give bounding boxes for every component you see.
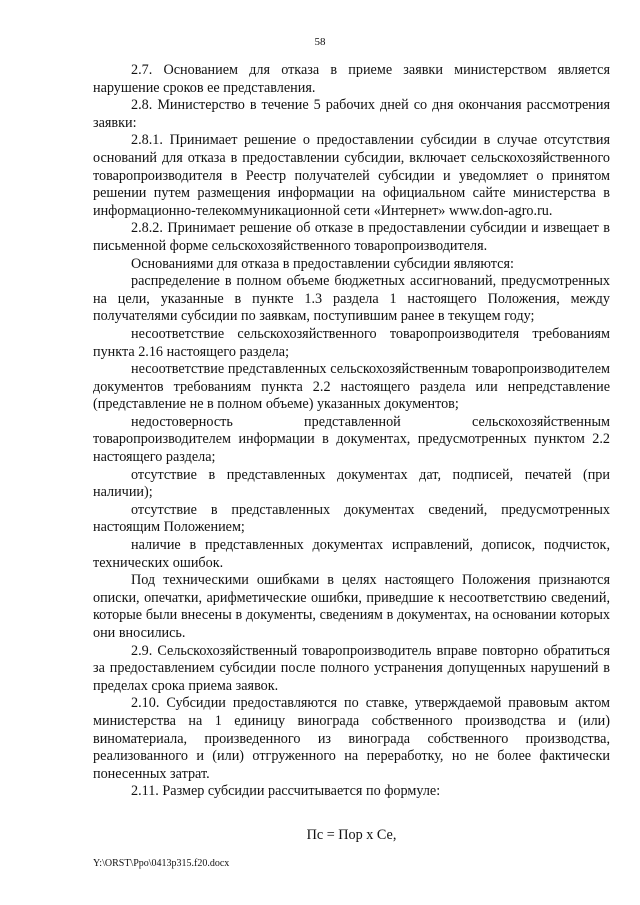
- page-number: 58: [314, 36, 326, 48]
- paragraph-ground-requirements: несоответствие сельскохозяйственного товаропроизводителя требованиям пункта 2.16 настоящего раздела;: [93, 325, 610, 360]
- paragraph-2-9: 2.9. Сельскохозяйственный товаропроизводитель вправе повторно обратиться за предоставлением субсидии после полного устранения допущенных нарушений в пределах срока приема заявок.: [93, 642, 610, 694]
- paragraph-2-8: 2.8. Министерство в течение 5 рабочих дней со дня окончания рассмотрения заявки:: [93, 97, 610, 131]
- paragraph-ground-documents: несоответствие представленных сельскохозяйственным товаропроизводителем документов требованиям пункта 2.2 настоящего раздела или непредставление (представление не в полном объеме) указанных документов;: [93, 361, 610, 413]
- footer-file-path: Y:\ORST\Ppo\0413p315.f20.docx: [93, 858, 230, 869]
- document-body: [93, 62, 610, 845]
- paragraph-2-10: 2.10. Субсидии предоставляются по ставке, утверждаемой правовым актом министерства на 1 единицу винограда собственного производства и (или) виноматериала, произведенного из винограда собственного производства, реализованного и (или) отгруженного на переработку, но не более фактически понесенных затрат.: [93, 695, 610, 782]
- subsidy-formula: Пс = Пор х Се,: [306, 826, 397, 843]
- paragraph-ground-budget: распределение в полном объеме бюджетных ассигнований, предусмотренных на цели, указанные в пункте 1.3 раздела 1 настоящего Положения, между получателями субсидии по заявкам, поступившим ранее в текущем году;: [93, 273, 610, 325]
- paragraph-ground-unreliable-info: недостоверность представленной сельскохозяйственным товаропроизводителем информации в документах, предусмотренных пунктом 2.2 настоящего раздела;: [93, 413, 610, 466]
- paragraph-ground-corrections: наличие в представленных документах исправлений, дописок, подчисток, технических ошибок.: [93, 537, 610, 571]
- paragraph-2-8-1: 2.8.1. Принимает решение о предоставлении субсидии в случае отсутствия оснований для отказа в предоставлении субсидии, включает сельскохозяйственного товаропроизводителя в Реестр получателей субсидии и уведомляет о принятом решении путем размещения информации на официальном сайте министерства в информационно-телекоммуникационной сети «Интернет» www.don-agro.ru.: [93, 132, 610, 219]
- paragraph-2-8-2: 2.8.2. Принимает решение об отказе в предоставлении субсидии и извещает в письменной форме сельскохозяйственного товаропроизводителя.: [93, 220, 610, 254]
- paragraph-ground-missing-signatures: отсутствие в представленных документах дат, подписей, печатей (при наличии);: [93, 466, 610, 501]
- paragraph-refusal-grounds-intro: Основаниями для отказа в предоставлении субсидии являются:: [131, 255, 514, 272]
- paragraph-ground-missing-info: отсутствие в представленных документах сведений, предусмотренных настоящим Положением;: [93, 501, 610, 536]
- paragraph-technical-errors: Под техническими ошибками в целях настоящего Положения признаются описки, опечатки, арифметические ошибки, приведшие к несоответствию сведений, которые были внесены в документы, сведениям в документах, на основании которых они вносились.: [93, 572, 610, 641]
- paragraph-2-11: 2.11. Размер субсидии рассчитывается по формуле:: [131, 783, 441, 800]
- paragraph-2-7: 2.7. Основанием для отказа в приеме заявки министерством является нарушение сроков ее представления.: [93, 62, 610, 96]
